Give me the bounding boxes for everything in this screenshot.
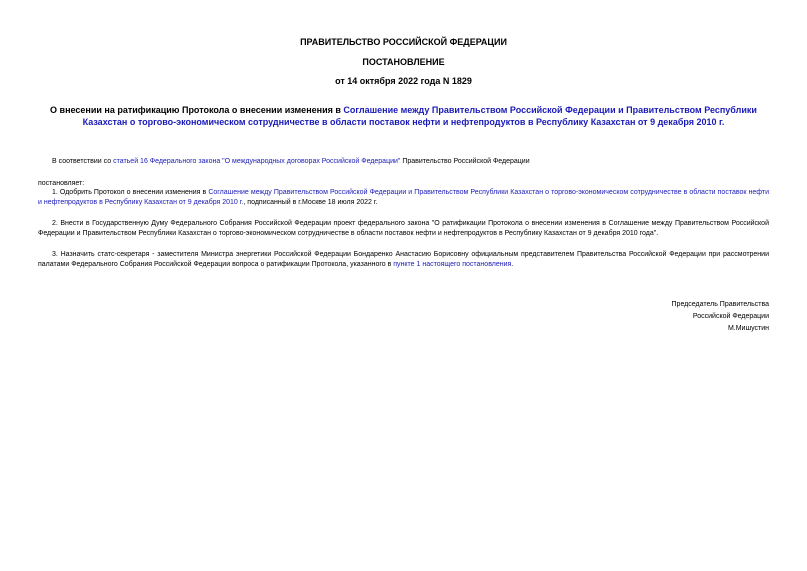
item-3 bbox=[38, 250, 769, 270]
signature-position-line2: Российской Федерации bbox=[692, 313, 769, 320]
item-3-text-end: . bbox=[511, 261, 514, 268]
item-3-point-link[interactable]: пункте 1 настоящего постановления bbox=[393, 261, 512, 268]
title-text: О внесении на ратификацию Протокола о внесении изменения в bbox=[50, 105, 344, 115]
item-3-text: 3. Назначить статс-секретаря - заместителя Министра энергетики Российской Федерации Бондаренко Анастасию Борисовну официальным представителем Правительства Российской Федерации при рассмотрении палатами Федерального Собрания Российской Федерации вопроса о ратификации Протокола, указанного в bbox=[38, 251, 769, 268]
item-2: 2. Внести в Государственную Думу Федерального Собрания Российской Федерации проект федерального закона "О ратификации Протокола о внесении изменения в Соглашение между Правительством Российской Федерации и Правительством Республики Казахстан о торгово-экономическом сотрудничестве в области поставок нефти и нефтепродуктов в Республику Казахстан от 9 декабря 2010 года". bbox=[38, 220, 769, 237]
item-1 bbox=[38, 188, 769, 208]
document-type: ПОСТАНОВЛЕНИЕ bbox=[362, 57, 445, 67]
signature-position-line1: Председатель Правительства bbox=[671, 301, 769, 308]
item-1-text: 1. Одобрить Протокол о внесении изменения в bbox=[52, 189, 209, 196]
law-article-link[interactable]: статьей 16 Федерального закона "О международных договорах Российской Федерации" bbox=[113, 158, 401, 165]
preamble bbox=[38, 157, 769, 167]
signature-name: М.Мишустин bbox=[727, 325, 769, 332]
document-date-number: от 14 октября 2022 года N 1829 bbox=[335, 76, 472, 86]
signature-block bbox=[569, 299, 769, 335]
government-heading: ПРАВИТЕЛЬСТВО РОССИЙСКОЙ ФЕДЕРАЦИИ bbox=[300, 37, 507, 47]
document-title bbox=[40, 104, 767, 128]
preamble-text-end: Правительство Российской Федерации bbox=[400, 158, 530, 165]
item-1-agreement-link[interactable]: Соглашение между Правительством Российской Федерации и Правительством Республики Казахстан о торгово-экономическом сотрудничестве в области поставок нефти и нефтепродуктов в Республику Казахстан от 9 декабря 2010 г. bbox=[38, 189, 769, 206]
resolves-label: постановляет: bbox=[38, 180, 85, 187]
item-1-text-end: , подписанный в г.Москве 18 июля 2022 г. bbox=[243, 199, 378, 206]
title-agreement-link[interactable]: Соглашение между Правительством Российской Федерации и Правительством Республики Казахстан о торгово-экономическом сотрудничестве в области поставок нефти и нефтепродуктов в Республику Казахстан от 9 декабря 2010 г. bbox=[82, 105, 757, 127]
preamble-text: В соответствии со bbox=[52, 158, 114, 165]
